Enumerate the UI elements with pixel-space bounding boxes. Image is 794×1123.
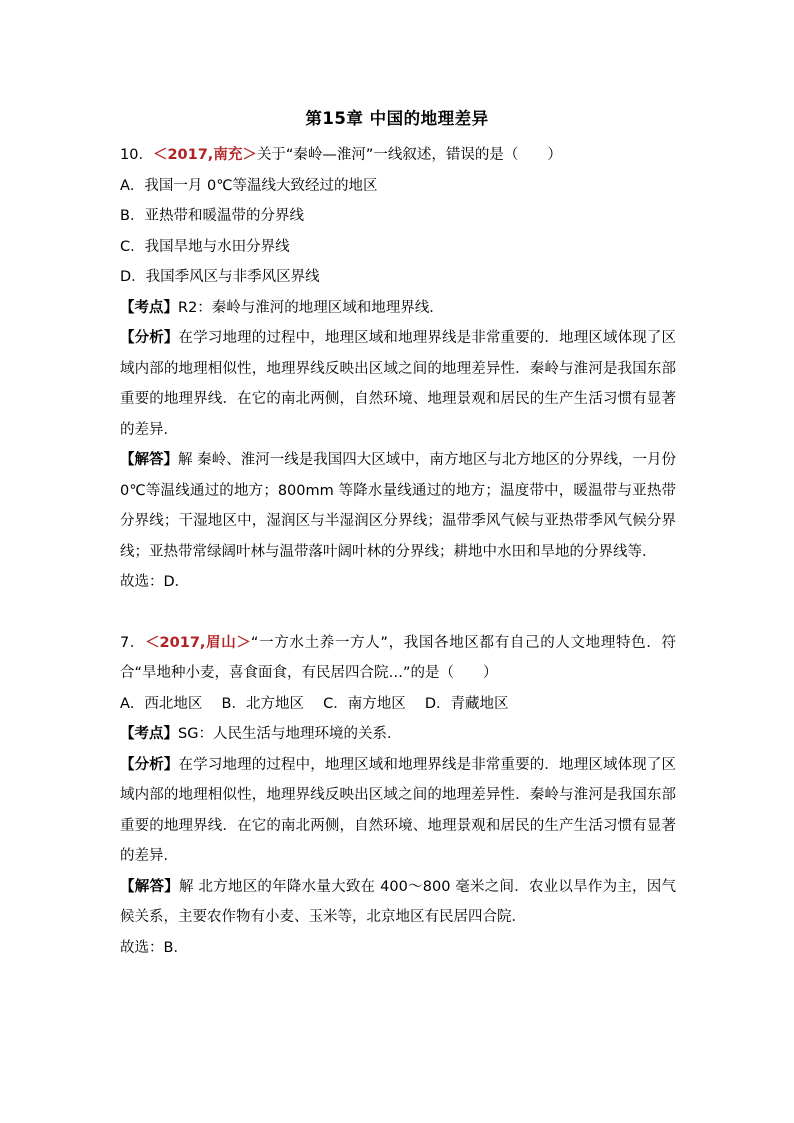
document-content xyxy=(120,140,676,963)
question-7-stem xyxy=(120,628,676,689)
option-a: A．我国一月 0℃等温线大致经过的地区 xyxy=(120,177,378,194)
question-text: 关于“秦岭—淮河”一线叙述，错误的是（ ） xyxy=(256,147,562,163)
answer-line: 故选：D． xyxy=(120,574,190,590)
question-text: “一方水土养一方人”，我国各地区都有自己的人文地理特色．符合“旱地种小麦，喜食面食，有民居四合院…”的是（ ） xyxy=(120,634,676,681)
kaodian-text: SG：人民生活与地理环境的关系． xyxy=(178,726,402,742)
jieda-label: 【解答】 xyxy=(120,452,179,468)
question-source: ＜2017,南充＞ xyxy=(152,147,257,163)
kaodian-section xyxy=(120,293,676,324)
fenxi-text: 在学习地理的过程中，地理区域和地理界线是非常重要的．地理区域体现了区域内部的地理相似性，地理界线反映出区域之间的地理差异性．秦岭与淮河是我国东部重要的地理界线．在它的南北两侧，自然环境、地理景观和居民的生产生活习惯有显著的差异． xyxy=(120,330,677,438)
fenxi-label: 【分析】 xyxy=(120,756,179,773)
kaodian-label: 【考点】 xyxy=(120,299,178,316)
question-10-stem xyxy=(120,140,676,171)
page-title: 第15章 中国的地理差异 xyxy=(305,109,489,128)
jieda-section xyxy=(120,872,676,933)
question-number: 7． xyxy=(120,634,146,651)
kaodian-section xyxy=(120,719,676,750)
jieda-section xyxy=(120,445,676,567)
jieda-label: 【解答】 xyxy=(120,878,179,895)
question-number: 10． xyxy=(120,147,153,163)
answer-line: 故选：B． xyxy=(120,939,188,956)
jieda-text: 解 秦岭、淮河一线是我国四大区域中，南方地区与北方地区的分界线，一月份 0℃等温线通过的地方；800mm 等降水量线通过的地方；温度带中，暖温带与亚热带分界线；干湿地区中，湿润区与半湿润区分界线；温带季风气候与亚热带季风气候分界线；亚热带常绿阔叶林与温带落叶阔叶林的分界线；耕地中水田和旱地的分界线等． xyxy=(120,452,677,560)
kaodian-label: 【考点】 xyxy=(120,726,178,742)
fenxi-label: 【分析】 xyxy=(120,330,179,346)
options-row: A．西北地区 B．北方地区 C．南方地区 D．青藏地区 xyxy=(120,695,509,712)
jieda-text: 解 北方地区的年降水量大致在 400～800 毫米之间．农业以旱作为主，因气候关系，主要农作物有小麦、玉米等，北京地区有民居四合院． xyxy=(120,878,677,925)
question-divider xyxy=(120,598,676,628)
fenxi-section xyxy=(120,323,676,445)
fenxi-text: 在学习地理的过程中，地理区域和地理界线是非常重要的．地理区域体现了区域内部的地理相似性，地理界线反映出区域之间的地理差异性．秦岭与淮河是我国东部重要的地理界线．在它的南北两侧，自然环境、地理景观和居民的生产生活习惯有显著的差异． xyxy=(120,756,677,864)
question-source: ＜2017,眉山＞ xyxy=(145,634,251,651)
kaodian-text: R2：秦岭与淮河的地理区域和地理界线． xyxy=(178,299,444,316)
option-b: B．亚热带和暖温带的分界线 xyxy=(120,208,304,224)
fenxi-section xyxy=(120,750,676,872)
option-c: C．我国旱地与水田分界线 xyxy=(120,238,290,255)
option-d: D．我国季风区与非季风区界线 xyxy=(120,269,320,285)
